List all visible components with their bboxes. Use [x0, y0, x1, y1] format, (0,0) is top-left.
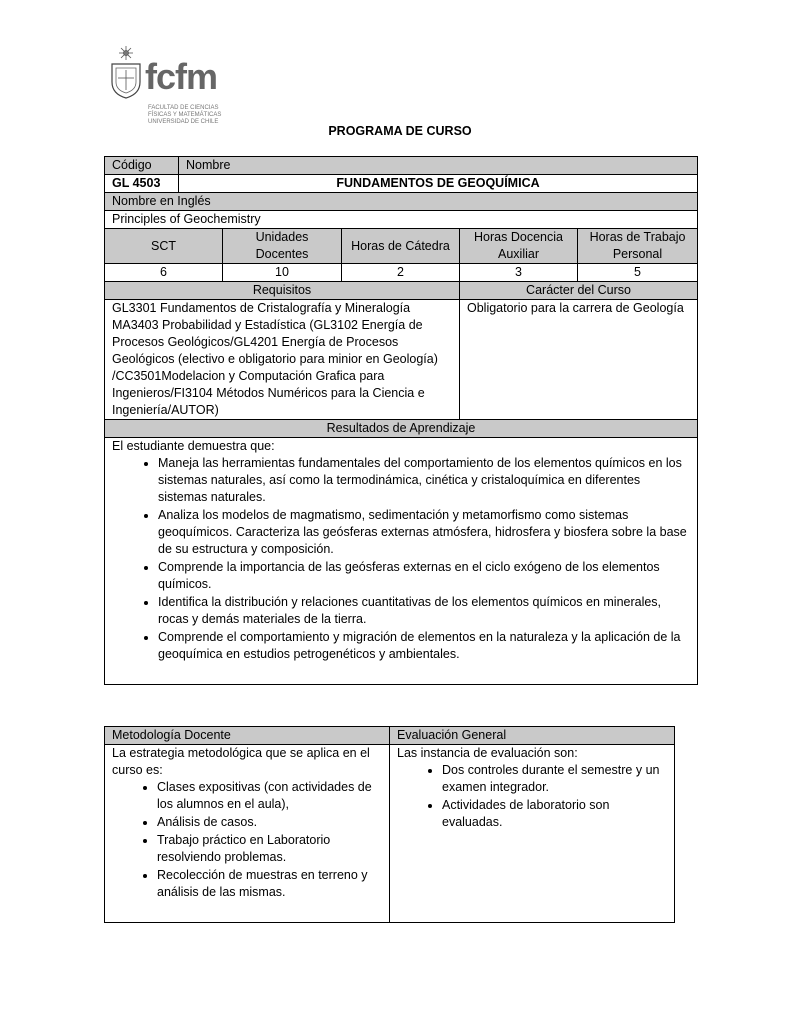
hours-header: SCT [105, 229, 223, 264]
list-item: • Maneja las herramientas fundamentales del comportamiento de los elementos químicos en los sistemas naturales, así como la termodinámica, cinética y cristaloquímica en diferentes sistemas naturales. [158, 455, 690, 506]
evaluation-intro: Las instancia de evaluación son: [397, 746, 578, 760]
learning-outcomes-intro: El estudiante demuestra que: [112, 439, 275, 453]
hours-header: Horas de Cátedra [342, 229, 460, 264]
list-item: • Dos controles durante el semestre y un examen integrador. [442, 762, 667, 796]
code-label: Código [105, 157, 179, 175]
hours-value: 2 [342, 264, 460, 282]
english-name: Principles of Geochemistry [105, 211, 698, 229]
character-label: Carácter del Curso [460, 282, 698, 300]
logo-line-3: UNIVERSIDAD DE CHILE [148, 119, 219, 125]
evaluation-body [390, 745, 675, 923]
logo-line-2: FÍSICAS Y MATEMÁTICAS [148, 112, 222, 118]
methodology-table [104, 726, 675, 923]
crest-icon [108, 46, 238, 126]
list-item: • Recolección de muestras en terreno y análisis de las mismas. [157, 867, 382, 901]
list-item: • Actividades de laboratorio son evaluadas. [442, 797, 667, 831]
document-title: PROGRAMA DE CURSO [328, 124, 472, 138]
character-text: Obligatorio para la carrera de Geología [460, 300, 698, 420]
hours-header: Horas Docencia Auxiliar [460, 229, 578, 264]
hours-header: Horas de Trabajo Personal [578, 229, 698, 264]
list-item: • Trabajo práctico en Laboratorio resolviendo problemas. [157, 832, 382, 866]
learning-outcomes-body [105, 438, 698, 685]
learning-outcomes-label: Resultados de Aprendizaje [105, 420, 698, 438]
english-name-label: Nombre en Inglés [105, 193, 698, 211]
hours-value: 3 [460, 264, 578, 282]
course-code: GL 4503 [105, 175, 179, 193]
logo-line-1: FACULTAD DE CIENCIAS [148, 105, 219, 111]
logo-acronym: fcfm [145, 56, 218, 97]
evaluation-label: Evaluación General [390, 727, 675, 745]
list-item: • Identifica la distribución y relaciones cuantitativas de los elementos químicos en minerales, rocas y demás materiales de la tierra. [158, 594, 690, 628]
list-item: • Comprende la importancia de las geósferas externas en el ciclo exógeno de los elementos químicos. [158, 559, 690, 593]
hours-value: 6 [105, 264, 223, 282]
list-item: • Clases expositivas (con actividades de los alumnos en el aula), [157, 779, 382, 813]
methodology-list [112, 779, 382, 901]
requirements-text: GL3301 Fundamentos de Cristalografía y Mineralogía MA3403 Probabilidad y Estadística (GL3102 Energía de Procesos Geológicos/GL4201 Energía de Procesos Geológicos (electivo e obligatorio para minior en Geología) /CC3501Modelacion y Computación Grafica para Ingenieros/FI3104 Métodos Numéricos para la Ciencia e Ingeniería/AUTOR) [105, 300, 460, 420]
methodology-body [105, 745, 390, 923]
course-name: FUNDAMENTOS DE GEOQUÍMICA [179, 175, 698, 193]
university-logo [108, 46, 238, 126]
hours-header: Unidades Docentes [223, 229, 342, 264]
hours-value: 5 [578, 264, 698, 282]
evaluation-list [397, 762, 667, 831]
list-item: • Analiza los modelos de magmatismo, sedimentación y metamorfismo como sistemas geoquímicos. Caracteriza las geósferas externas atmósfera, hidrosfera y biosfera sobre la base de su estructura y composición. [158, 507, 690, 558]
requirements-label: Requisitos [105, 282, 460, 300]
list-item: • Comprende el comportamiento y migración de elementos en la naturaleza y la aplicación de la geoquímica en estudios petrogenéticos y ambientales. [158, 629, 690, 663]
hours-value: 10 [223, 264, 342, 282]
course-table [104, 156, 698, 685]
methodology-intro: La estrategia metodológica que se aplica en el curso es: [112, 746, 370, 777]
name-label: Nombre [179, 157, 698, 175]
list-item: • Análisis de casos. [157, 814, 382, 831]
learning-outcomes-list [112, 455, 690, 663]
methodology-label: Metodología Docente [105, 727, 390, 745]
